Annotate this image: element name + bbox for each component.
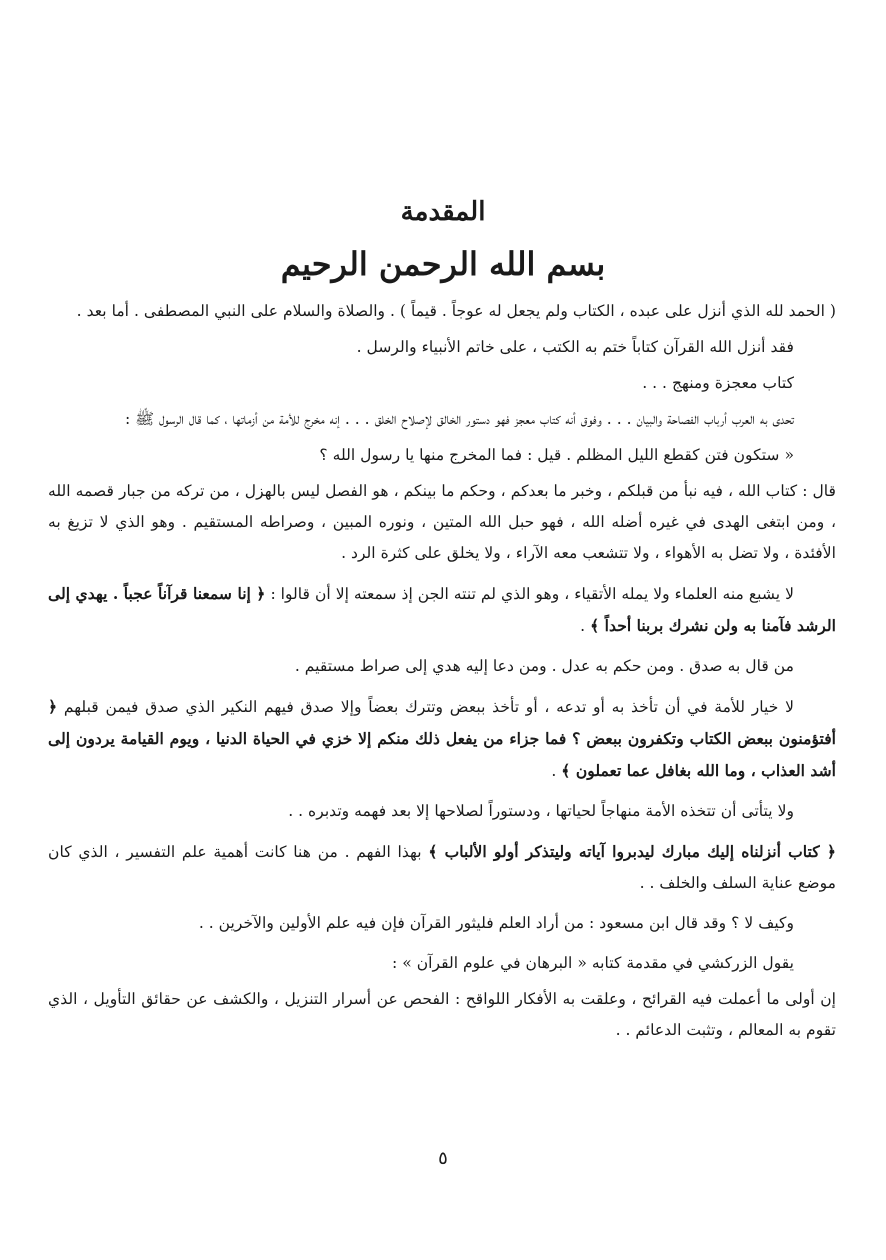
paragraph-quran-revealed <box>48 332 836 363</box>
quran-verse: ﴿ أفتؤمنون ببعض الكتاب وتكفرون ببعض ؟ فما جزاء من يفعل ذلك منكم إلا خزي في الحياة الدنيا ، ويوم القيامة يردون إلى أشد العذاب ، وما الله بغافل عما تعملون ﴾ <box>48 697 836 780</box>
paragraph-ibn-masud <box>48 908 836 939</box>
paragraph-no-choice <box>48 691 836 787</box>
text-span: . <box>580 617 586 635</box>
text-span: قال : كتاب الله ، فيه نبأ من قبلكم ، وخبر ما بعدكم ، وحكم ما بينكم ، هو الفصل ليس بالهزل ، من تركه من جبار قصمه الله ، ومن ابتغى الهدى في غيره أضله الله ، فهو حبل الله المتين ، ونوره المبين ، وصراطه المستقيم . وهو الذي لا تزيغ به الأفئدة ، ولا تضل به الأهواء ، ولا تتشعب معه الآراء ، ولا يخلق على كثرة الرد . <box>48 482 836 562</box>
page-number: ٥ <box>438 1148 448 1169</box>
text-span: كتاب معجزة ومنهج . . . <box>642 374 794 392</box>
paragraph-tafsir-importance <box>48 836 836 899</box>
text-span: « ستكون فتن كقطع الليل المظلم . قيل : فما المخرج منها يا رسول الله ؟ <box>319 446 794 464</box>
text-span: لا خيار للأمة في أن تأخذ به أو تدعه ، أو تأخذ ببعض وتترك بعضاً وإلا صدق فيهم النكير الذي صدق فيمن قبلهم <box>63 698 794 716</box>
quran-verse: ﴿ إنا سمعنا قرآناً عجباً . يهدي إلى الرشد فآمنا به ولن نشرك بربنا أحداً ﴾ <box>48 584 836 635</box>
text-span: وكيف لا ؟ وقد قال ابن مسعود : من أراد العلم فليثور القرآن فإن فيه علم الأولين والآخرين . . <box>198 914 794 932</box>
paragraph-challenge <box>48 404 836 435</box>
paragraph-miracle-method <box>48 368 836 399</box>
text-span: فقد أنزل الله القرآن كتاباً ختم به الكتب ، على خاتم الأنبياء والرسل . <box>356 338 794 356</box>
paragraph-hadith-body <box>48 476 836 569</box>
text-span: من قال به صدق . ومن حكم به عدل . ومن دعا إليه هدي إلى صراط مستقيم . <box>294 657 794 675</box>
text-span: بهذا الفهم . من هنا كانت أهمية علم التفسير ، الذي كان موضع عناية السلف والخلف . . <box>48 843 836 892</box>
text-span: . <box>551 762 557 780</box>
text-span: ( الحمد لله الذي أنزل على عبده ، الكتاب ولم يجعل له عوجاً . قيماً ) . والصلاة والسلام على النبي المصطفى . أما بعد . <box>76 302 836 320</box>
paragraph-hadith-start <box>48 440 836 471</box>
paragraph-zarkashi-quote <box>48 984 836 1046</box>
paragraph-zarkashi <box>48 948 836 979</box>
text-span: ولا يتأتى أن تتخذه الأمة منهاجاً لحياتها ، ودستوراً لصلاحها إلا بعد فهمه وتدبره . . <box>288 802 794 820</box>
body-text <box>48 296 836 1051</box>
basmala-heading: بسم الله الرحمن الرحيم <box>280 245 606 283</box>
paragraph-opening <box>48 296 836 327</box>
paragraph-truth <box>48 651 836 682</box>
text-span: لا يشبع منه العلماء ولا يمله الأتقياء ، وهو الذي لم تنته الجن إذ سمعته إلا أن قالوا : <box>270 585 794 603</box>
page-title: المقدمة <box>400 197 486 227</box>
paragraph-jinn-verse <box>48 578 836 642</box>
text-span: إن أولى ما أعملت فيه القرائح ، وعلقت به الأفكار اللواقح : الفحص عن أسرار التنزيل ، والكشف عن حقائق التأويل ، الذي تقوم به المعالم ، وتثبت الدعائم . . <box>48 990 836 1039</box>
text-span: يقول الزركشي في مقدمة كتابه « البرهان في علوم القرآن » : <box>391 954 794 972</box>
text-span: تحدى به العرب أرباب الفصاحة والبيان . . . وفوق أنه كتاب معجز فهو دستور الخالق لإصلاح الخلق . . . إنه مخرج للأمة من أزماتها ، كما قال الرسول ﷺ : <box>124 410 794 428</box>
paragraph-method <box>48 796 836 827</box>
quran-verse: ﴿ كتاب أنزلناه إليك مبارك ليدبروا آياته وليتذكر أولو الألباب ﴾ <box>428 842 836 861</box>
